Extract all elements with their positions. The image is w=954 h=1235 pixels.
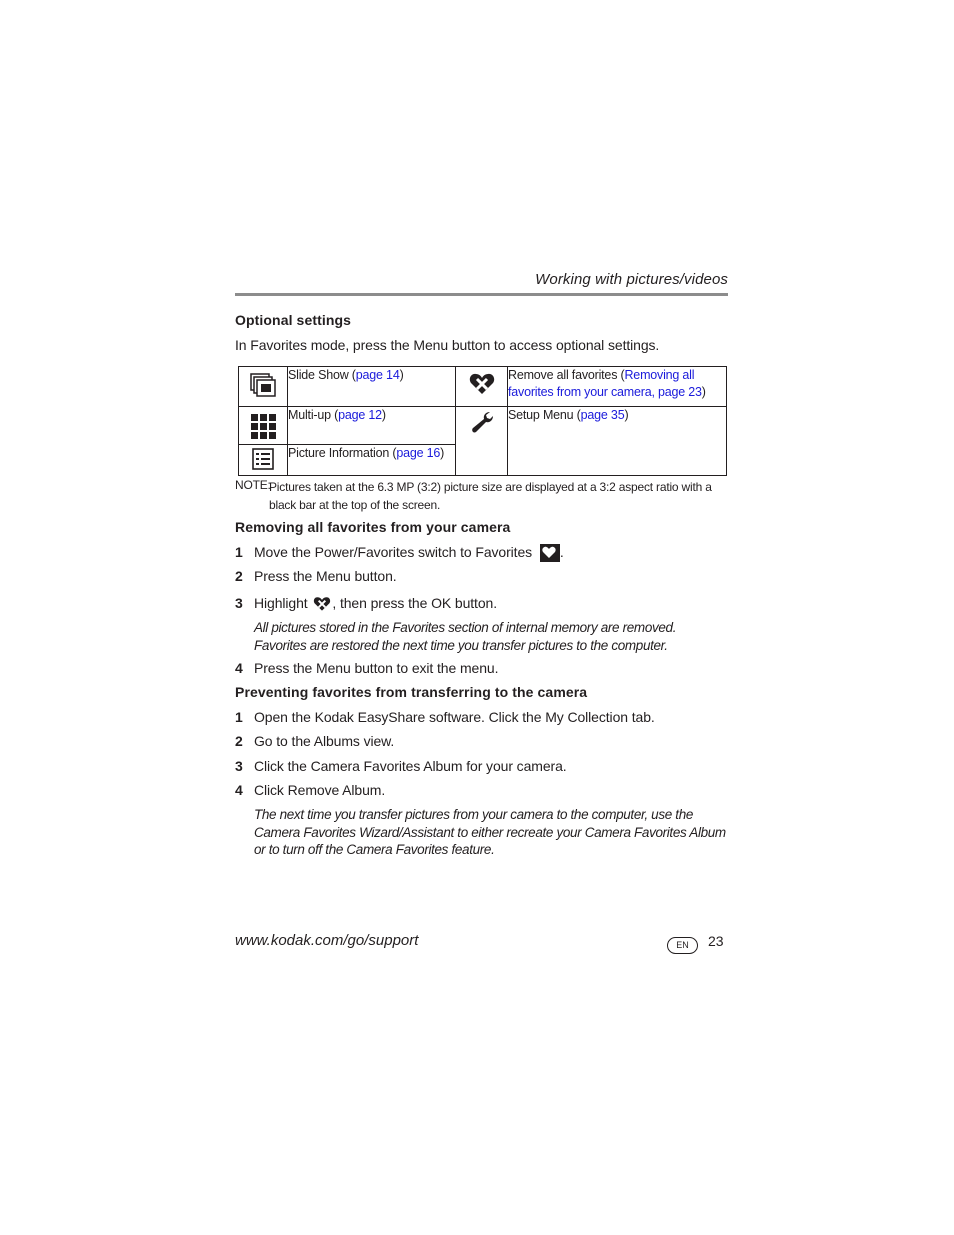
step-number: 1 bbox=[235, 544, 243, 560]
multiup-option bbox=[288, 407, 456, 445]
remove-favorites-option bbox=[508, 367, 727, 407]
multiup-suffix: ) bbox=[381, 408, 386, 422]
setup-menu-option bbox=[508, 407, 727, 476]
picture-info-suffix: ) bbox=[440, 446, 445, 460]
step-text-after: , then press the OK button. bbox=[332, 595, 497, 611]
remove-favorites-icon-cell bbox=[456, 367, 508, 407]
note-text: Pictures taken at the 6.3 MP (3:2) picture size are displayed at a 3:2 aspect ratio with a black bar at the top of the screen. bbox=[269, 480, 712, 512]
step-text: Click the Camera Favorites Album for your camera. bbox=[254, 758, 567, 774]
step-number: 3 bbox=[235, 595, 243, 611]
step-number: 2 bbox=[235, 568, 243, 584]
step-text-suffix: . bbox=[559, 544, 564, 560]
step-text: Click Remove Album. bbox=[254, 782, 386, 798]
step-number: 3 bbox=[235, 758, 243, 774]
step-text: Open the Kodak EasyShare software. Click the My Collection tab. bbox=[254, 709, 655, 725]
removing-step-3 bbox=[235, 595, 497, 612]
preventing-step-4 bbox=[235, 782, 385, 798]
remove-favorites-heart-icon bbox=[469, 372, 495, 396]
page-number: 23 bbox=[708, 933, 724, 949]
slideshow-page-link[interactable]: page 14 bbox=[355, 368, 400, 382]
optional-settings-table bbox=[238, 366, 727, 476]
language-badge: EN bbox=[667, 937, 698, 954]
remove-favorites-suffix: ) bbox=[701, 385, 706, 399]
slideshow-option bbox=[288, 367, 456, 407]
removing-step-2 bbox=[235, 568, 397, 584]
remove-favorites-heart-icon bbox=[313, 596, 331, 612]
slideshow-icon-cell bbox=[239, 367, 288, 407]
preventing-step-1 bbox=[235, 709, 655, 725]
step-text: Press the Menu button. bbox=[254, 568, 397, 584]
picture-info-label: Picture Information ( bbox=[288, 446, 397, 460]
slideshow-icon bbox=[250, 373, 276, 397]
optional-settings-heading: Optional settings bbox=[235, 312, 352, 328]
setup-menu-page-link[interactable]: page 35 bbox=[580, 408, 625, 422]
removing-step-4 bbox=[235, 660, 498, 676]
removing-heading: Removing all favorites from your camera bbox=[235, 519, 511, 535]
picture-info-option bbox=[288, 445, 456, 476]
slideshow-label: Slide Show ( bbox=[288, 368, 356, 382]
slideshow-suffix: ) bbox=[399, 368, 404, 382]
multiup-label: Multi-up ( bbox=[288, 408, 339, 422]
favorites-icon bbox=[540, 544, 560, 562]
removing-result-note: All pictures stored in the Favorites section of internal memory are removed. Favorites are restored the next time you transfer pictures to the computer. bbox=[254, 620, 677, 653]
step-text: Highlight bbox=[254, 595, 308, 611]
preventing-result-note: The next time you transfer pictures from your camera to the computer, use the Camera Favorites Wizard/Assistant to either recreate your Camera Favorites Album or to turn off the Camera Favorites feature. bbox=[254, 807, 726, 857]
setup-menu-label: Setup Menu ( bbox=[508, 408, 581, 422]
step-number: 2 bbox=[235, 733, 243, 749]
setup-wrench-icon bbox=[470, 411, 494, 435]
remove-favorites-label: Remove all favorites ( bbox=[508, 368, 625, 382]
picture-info-page-link[interactable]: page 16 bbox=[396, 446, 441, 460]
step-number: 1 bbox=[235, 709, 243, 725]
picture-info-icon-cell bbox=[239, 445, 288, 476]
preventing-step-3 bbox=[235, 758, 567, 774]
multiup-grid-icon bbox=[251, 414, 276, 439]
remove-favorites-page-link[interactable]: Removing all favorites from your camera, page 23 bbox=[508, 368, 702, 399]
step-number: 4 bbox=[235, 782, 243, 798]
step-text: Move the Power/Favorites switch to Favorites bbox=[254, 544, 533, 560]
step-number: 4 bbox=[235, 660, 243, 676]
header-rule bbox=[235, 293, 728, 296]
optional-settings-intro: In Favorites mode, press the Menu button to access optional settings. bbox=[235, 337, 660, 353]
removing-step-1 bbox=[235, 544, 564, 562]
multiup-page-link[interactable]: page 12 bbox=[338, 408, 382, 422]
preventing-step-2 bbox=[235, 733, 394, 749]
step-text: Press the Menu button to exit the menu. bbox=[254, 660, 499, 676]
note-label: NOTE: bbox=[235, 478, 271, 492]
step-text: Go to the Albums view. bbox=[254, 733, 395, 749]
support-url[interactable]: www.kodak.com/go/support bbox=[235, 932, 419, 949]
running-header: Working with pictures/videos bbox=[535, 271, 728, 288]
setup-menu-suffix: ) bbox=[624, 408, 629, 422]
setup-icon-cell bbox=[456, 407, 508, 476]
multiup-icon-cell bbox=[239, 407, 288, 445]
picture-info-icon bbox=[252, 448, 274, 470]
preventing-heading: Preventing favorites from transferring to the camera bbox=[235, 684, 588, 700]
